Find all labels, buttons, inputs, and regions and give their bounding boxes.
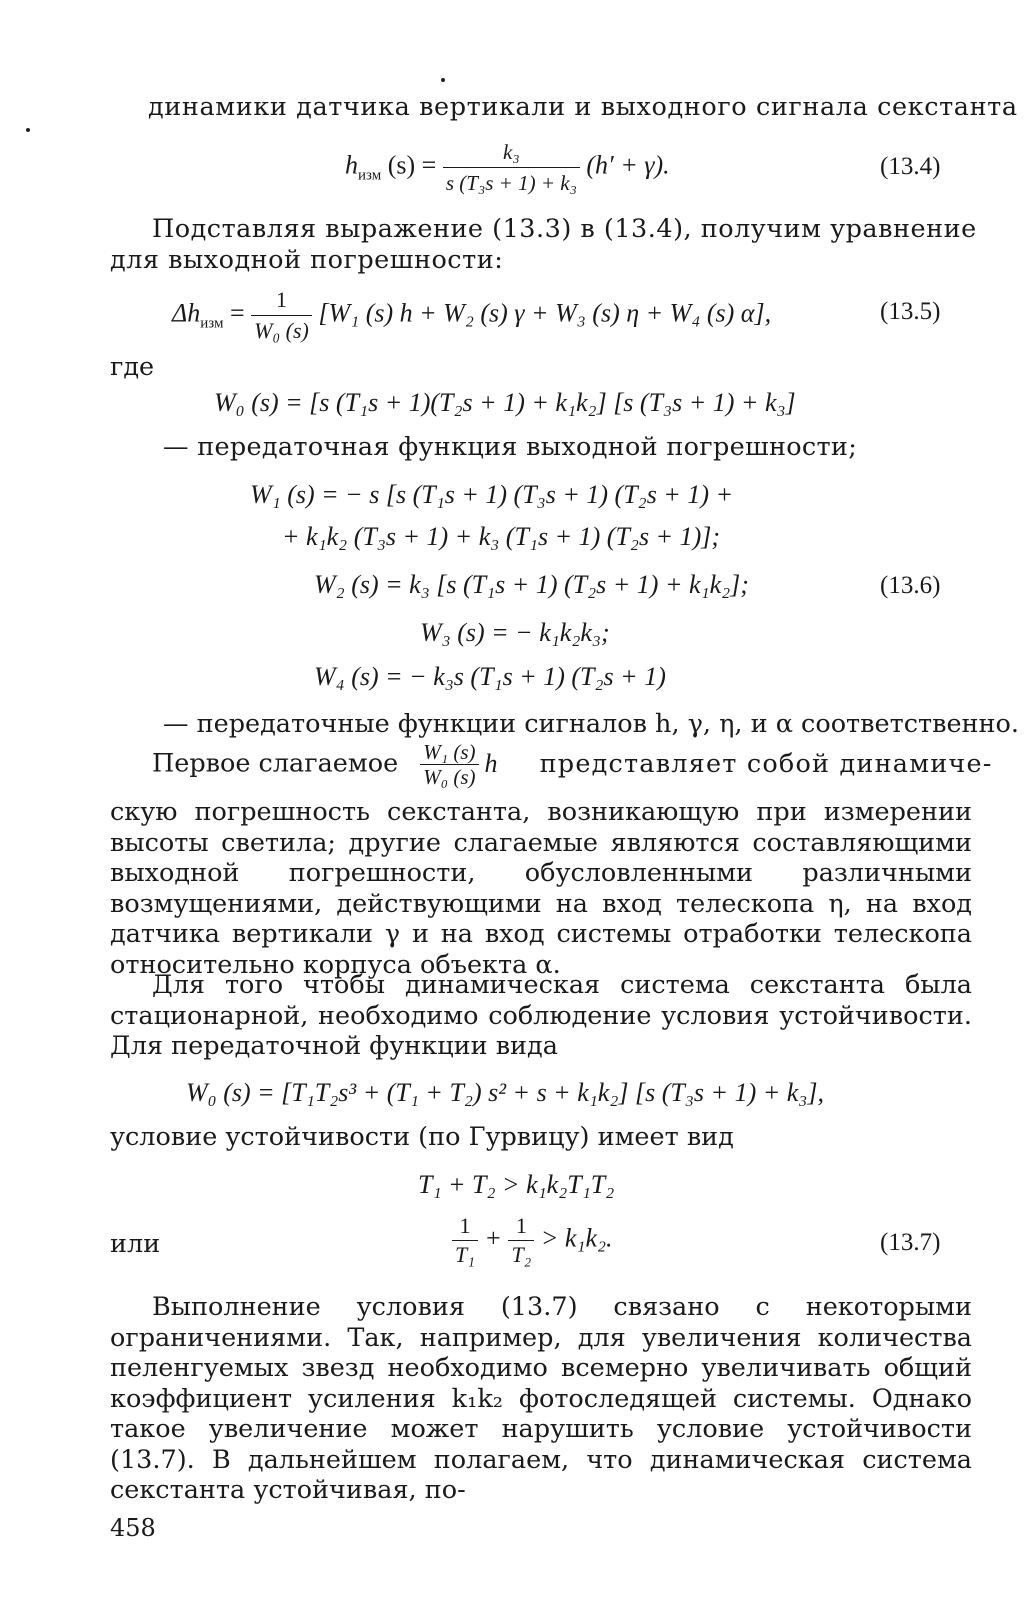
equation-number: (13.7) [880, 1229, 941, 1256]
inequality-2 [452, 1212, 613, 1269]
eq-lhs: h [345, 150, 358, 180]
eq-lhs: Δh [172, 298, 201, 328]
w0-caption: — передаточная функция выходной погрешности; [163, 432, 858, 462]
w2-line: W₂ (s) = k₃ [s (T₁s + 1) (T₂s + 1) + k₁k₂]; [314, 570, 749, 599]
frac-numerator: 1 [251, 285, 312, 316]
signals-caption: — передаточные функции сигналов h, γ, η, и α соответственно. [163, 709, 1019, 739]
equation-13-5 [172, 285, 771, 346]
where-word: где [110, 352, 155, 382]
frac-numerator: k₃ [443, 137, 580, 168]
equation-number: (13.4) [880, 153, 941, 180]
eq-tail: > k₁k₂. [534, 1223, 613, 1253]
equation-13-4 [345, 137, 670, 198]
w1-line-b: + k₁k₂ (T₃s + 1) + k₃ (T₁s + 1) (T₂s + 1)]; [282, 522, 721, 551]
w0-polynomial: W₀ (s) = [T₁T₂s³ + (T₁ + T₂) s² + s + k₁k₂] [s (T₃s + 1) + k₃], [186, 1078, 824, 1107]
or-word: или [110, 1229, 161, 1259]
paragraph-line: для выходной погрешности: [110, 245, 504, 275]
frac-denominator: s (T₃s + 1) + k₃ [445, 171, 577, 195]
plus-sign: + [477, 1223, 509, 1253]
eq-sign: = [223, 298, 245, 328]
w4-line: W₄ (s) = − k₃s (T₁s + 1) (T₂s + 1) [314, 662, 666, 691]
eq-fraction [443, 137, 580, 198]
paragraph-line: Подставляя выражение (13.3) в (13.4), получим уравнение [152, 214, 977, 244]
eq-arg: (s) = [381, 150, 437, 180]
frac-denominator: W₀ (s) [254, 318, 309, 343]
frac-1-over-t2 [508, 1212, 534, 1269]
w3-line: W₃ (s) = − k₁k₂k₃; [420, 618, 610, 647]
frac-1-over-t1 [452, 1212, 478, 1269]
equation-number: (13.6) [880, 572, 941, 599]
eq-fraction [251, 285, 312, 346]
frac-denominator: T₂ [511, 1242, 532, 1267]
frac-denominator: W₀ (s) [423, 765, 476, 789]
first-term-rest: представляет собой динамиче- [539, 748, 993, 779]
equation-number: (13.5) [880, 298, 941, 325]
page-number: 458 [110, 1514, 156, 1542]
frac-numerator: 1 [452, 1212, 478, 1241]
first-term-fraction [420, 740, 478, 789]
frac-numerator: W₁ (s) [420, 740, 478, 765]
eq-tail: [W₁ (s) h + W₂ (s) γ + W₃ (s) η + W₄ (s) α], [311, 298, 772, 328]
print-speck [26, 128, 30, 132]
paragraph-error: скую погрешность секстанта, возникающую при измерении высоты светила; другие слагаемые являются составляющими выходной погрешности, обусловленными различными возмущениями, действующими на вход телескопа η, на вход датчика вертикали γ и на вход системы отработки телескопа относительно корпуса объекта α. [110, 797, 972, 980]
first-term-line [152, 740, 993, 789]
inequality-1: T₁ + T₂ > k₁k₂T₁T₂ [418, 1170, 615, 1199]
first-term-lead: Первое слагаемое [152, 748, 399, 779]
paragraph-stability: Для того чтобы динамическая система секстанта была стационарной, необходимо соблюдение условия устойчивости. Для передаточной функции вида [110, 970, 972, 1061]
w1-line-a: W₁ (s) = − s [s (T₁s + 1) (T₃s + 1) (T₂s + 1) + [250, 480, 734, 509]
eq-tail: (h′ + γ). [579, 150, 670, 180]
print-speck [441, 78, 445, 82]
hurwitz-line: условие устойчивости (по Гурвицу) имеет вид [110, 1122, 734, 1152]
eq-sub: изм [358, 167, 382, 184]
first-term-var: h [484, 748, 498, 778]
w0-definition: W₀ (s) = [s (T₁s + 1)(T₂s + 1) + k₁k₂] [s (T₃s + 1) + k₃] [214, 388, 796, 417]
eq-sub: изм [200, 315, 224, 332]
frac-numerator: 1 [508, 1212, 534, 1241]
frac-denominator: T₁ [455, 1242, 475, 1267]
paragraph-final: Выполнение условия (13.7) связано с некоторыми ограничениями. Так, например, для увеличения количества пеленгуемых звезд необходимо всемерно увеличивать общий коэффициент усиления k₁k₂ фотоследящей системы. Однако такое увеличение может нарушить условие устойчивости (13.7). В дальнейшем полагаем, что динамическая система секстанта устойчивая, по- [110, 1292, 972, 1505]
top-line: динамики датчика вертикали и выходного сигнала секстанта [148, 92, 1018, 122]
